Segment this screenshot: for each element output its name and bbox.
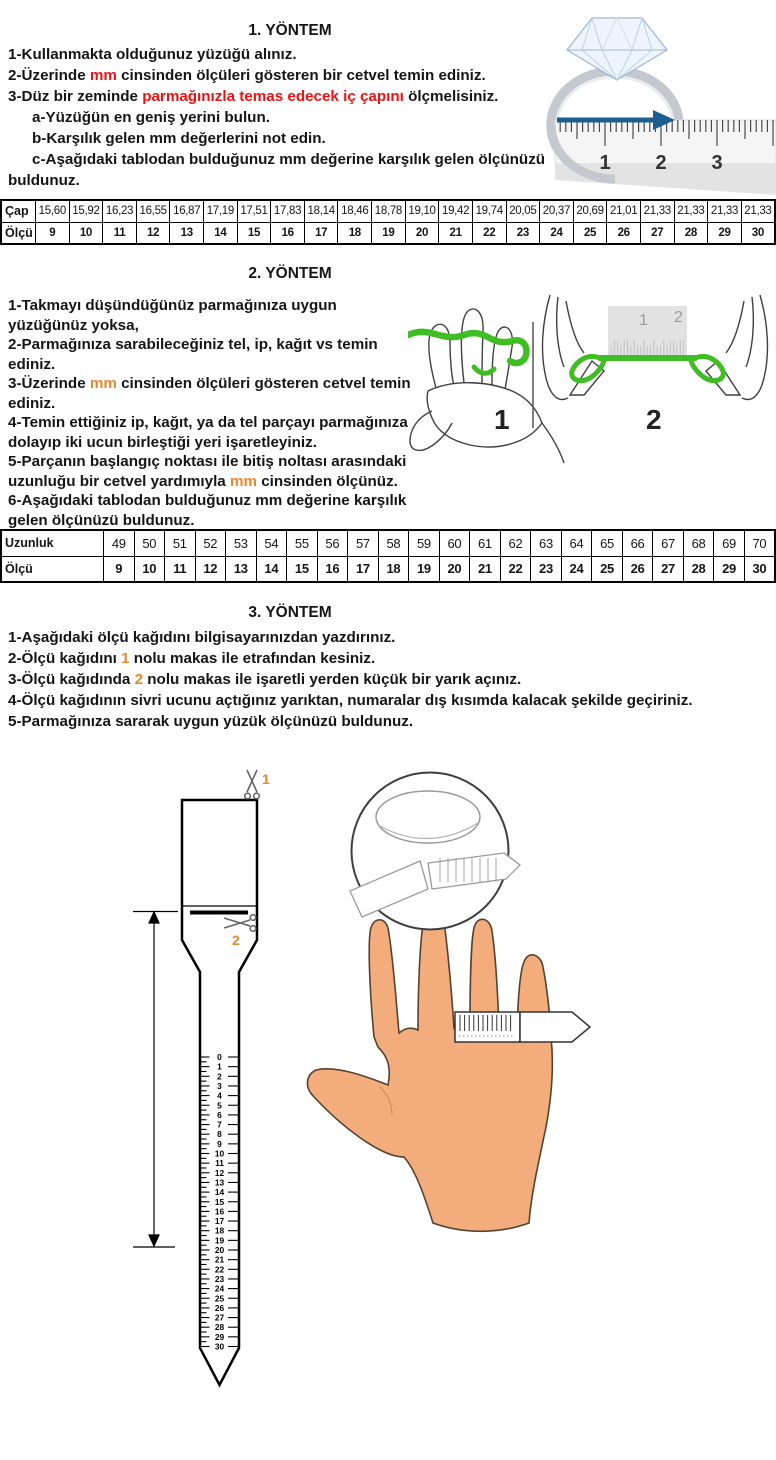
highlighted-text: 1 — [121, 650, 130, 667]
table-cell: 20,37 — [540, 200, 574, 222]
hand-sizer-figure — [300, 765, 620, 1265]
table-cell: 51 — [165, 530, 196, 556]
table-cell: 50 — [134, 530, 165, 556]
mini-ruler-number-1: 1 — [639, 312, 648, 329]
table-cell: 20 — [439, 556, 470, 582]
scale-number: 21 — [214, 1254, 225, 1265]
table-cell: 49 — [104, 530, 135, 556]
table-cell: 18,14 — [304, 200, 338, 222]
scale-number: 14 — [214, 1187, 225, 1198]
text-run: 5-Parçanın başlangıç noktası ile bitiş noltası arasındaki — [8, 453, 407, 470]
table-cell: 29 — [714, 556, 745, 582]
text-run: 4-Temin ettiğiniz ip, kağıt, ya da tel parçayı parmağınıza — [8, 414, 408, 431]
text-run: 4-Ölçü kağıdının sivri ucunu açtığınız yarıktan, numaralar dış kısımda kalacak şekilde geçiriniz. — [8, 692, 693, 709]
instruction-line — [8, 335, 411, 355]
highlighted-text: 2 — [134, 671, 144, 688]
scale-number: 15 — [214, 1196, 225, 1207]
text-run: 2-Parmağınıza sarabileceğiniz tel, ip, kağıt vs temin — [8, 336, 378, 353]
instruction-line — [8, 413, 411, 433]
text-run: 5-Parmağınıza sararak uygun yüzük ölçünüzü buldunuz. — [8, 713, 414, 730]
table-cell: 13 — [170, 222, 204, 244]
text-run: uzunluğu bir cetvel yardımıyla — [8, 472, 230, 490]
table-cell: 26 — [622, 556, 653, 582]
table-cell: 23 — [531, 556, 562, 582]
table-cell: 59 — [409, 530, 440, 556]
table-row — [1, 222, 775, 244]
scale-number: 19 — [214, 1235, 225, 1246]
text-run: cinsinden ölçünüz. — [256, 472, 398, 490]
text-run: dolayıp iki ucun birleştiği yeri işaretleyiniz. — [8, 433, 317, 451]
row-header: Ölçü — [1, 556, 104, 582]
table-cell: 10 — [69, 222, 103, 244]
table-cell: 10 — [134, 556, 165, 582]
text-run: 2-Üzerinde — [8, 67, 90, 84]
table-cell: 19,74 — [472, 200, 506, 222]
scale-number: 7 — [217, 1119, 222, 1130]
scale-number: 8 — [217, 1129, 222, 1140]
scale-number: 1 — [217, 1061, 222, 1072]
scale-number: 20 — [214, 1245, 225, 1255]
table-cell: 17 — [304, 222, 338, 244]
scissors-icon — [245, 770, 260, 799]
section2-instructions — [8, 296, 411, 530]
table-cell: 21,33 — [708, 200, 742, 222]
scale-number: 16 — [214, 1206, 225, 1217]
table-cell: 30 — [741, 222, 775, 244]
table-cell: 27 — [653, 556, 684, 582]
scale-number: 5 — [217, 1100, 222, 1111]
table-cell: 16,23 — [103, 200, 137, 222]
table-cell: 19 — [372, 222, 406, 244]
table-cell: 19 — [409, 556, 440, 582]
worn-sizer-strip — [455, 1012, 590, 1042]
instruction-line — [8, 296, 411, 316]
section3-heading: 3. YÖNTEM — [248, 604, 332, 621]
table-cell: 67 — [653, 530, 684, 556]
row-header: Ölçü — [1, 222, 36, 244]
scale-number: 0 — [217, 1052, 222, 1062]
text-run: 1-Aşağıdaki ölçü kağıdını bilgisayarınızdan yazdırınız. — [8, 629, 396, 646]
table-cell: 18,46 — [338, 200, 372, 222]
instruction-line — [8, 491, 411, 511]
table-cell: 25 — [573, 222, 607, 244]
table-cell: 13 — [226, 556, 257, 582]
text-run: ölçmelisiniz. — [403, 88, 499, 105]
cut2-label: 2 — [232, 932, 240, 948]
table-cell: 29 — [708, 222, 742, 244]
cut1-label: 1 — [262, 771, 270, 787]
instruction-line — [8, 711, 693, 732]
text-run: buldunuz. — [8, 172, 80, 189]
text-run: ediniz. — [8, 355, 56, 373]
scale-number: 25 — [214, 1293, 225, 1304]
scale-number: 2 — [655, 152, 667, 174]
mini-ruler-number-2: 2 — [674, 309, 683, 326]
table-cell: 53 — [226, 530, 257, 556]
table-row — [1, 556, 775, 582]
ruler — [555, 120, 776, 195]
figure2-label: 2 — [646, 404, 662, 435]
table-cell: 12 — [195, 556, 226, 582]
table-cell: 16 — [271, 222, 305, 244]
table-cell: 16,55 — [136, 200, 170, 222]
scale-number: 1 — [599, 152, 611, 174]
instruction-line — [8, 374, 411, 394]
instruction-line — [8, 149, 545, 170]
table-cell: 18,78 — [372, 200, 406, 222]
text-run: 1-Takmayı düşündüğünüz parmağınıza uygun — [8, 297, 337, 314]
table-cell: 28 — [683, 556, 714, 582]
table-cell: 30 — [744, 556, 775, 582]
table-cell: 21 — [439, 222, 473, 244]
table-cell: 17,83 — [271, 200, 305, 222]
highlighted-text: mm — [89, 375, 117, 392]
table-cell: 17 — [348, 556, 379, 582]
scale-number: 3 — [217, 1080, 222, 1091]
text-run: 3-Ölçü kağıdında — [8, 671, 135, 688]
scale-number: 22 — [214, 1264, 225, 1275]
table-cell: 9 — [36, 222, 70, 244]
text-run: cinsinden ölçüleri gösteren cetvel temin — [116, 375, 411, 392]
highlighted-text: mm — [229, 472, 257, 490]
text-run: yüzüğünüz yoksa, — [8, 316, 139, 334]
table-cell: 15,60 — [36, 200, 70, 222]
table-cell: 57 — [348, 530, 379, 556]
table-cell: 21,01 — [607, 200, 641, 222]
text-run: b-Karşılık gelen mm değerlerini not edin. — [32, 130, 326, 147]
table-cell: 21,33 — [741, 200, 775, 222]
scale-number: 9 — [217, 1138, 222, 1149]
table-cell: 54 — [256, 530, 287, 556]
row-header: Çap — [1, 200, 36, 222]
table-cell: 22 — [500, 556, 531, 582]
scale-number: 3 — [711, 152, 723, 174]
table-cell: 16 — [317, 556, 348, 582]
instruction-line — [8, 452, 411, 472]
section3-instructions — [8, 627, 693, 732]
table-cell: 17,19 — [204, 200, 238, 222]
table-row — [1, 530, 775, 556]
instruction-line — [8, 316, 411, 336]
table-cell: 20,05 — [506, 200, 540, 222]
scale-number: 17 — [214, 1216, 225, 1227]
text-run: c-Aşağıdaki tablodan bulduğunuz mm değerine karşılık gelen ölçünüzü — [32, 151, 546, 168]
section1-heading: 1. YÖNTEM — [248, 22, 332, 39]
row-header: Uzunluk — [1, 530, 104, 556]
instruction-line — [8, 648, 693, 669]
scale-number: 12 — [214, 1167, 225, 1178]
instruction-line — [8, 690, 693, 711]
table-cell: 9 — [104, 556, 135, 582]
text-run: 2-Ölçü kağıdını — [8, 650, 122, 667]
table-cell: 66 — [622, 530, 653, 556]
table-cell: 52 — [195, 530, 226, 556]
instruction-line — [8, 627, 693, 648]
table-cell: 25 — [592, 556, 623, 582]
table-cell: 15,92 — [69, 200, 103, 222]
scale-number: 29 — [214, 1331, 225, 1342]
section1-instructions — [8, 44, 545, 191]
table-cell: 12 — [136, 222, 170, 244]
table-cell: 24 — [540, 222, 574, 244]
table-cell: 15 — [287, 556, 318, 582]
table-row — [1, 200, 775, 222]
instruction-line — [8, 128, 545, 149]
table-cell: 27 — [640, 222, 674, 244]
table-cell: 19,10 — [405, 200, 439, 222]
text-run: 3-Üzerinde — [8, 375, 90, 392]
instruction-line — [8, 65, 545, 86]
table-cell: 61 — [470, 530, 501, 556]
table-cell: 18 — [338, 222, 372, 244]
text-run: ediniz. — [8, 394, 56, 412]
table-cell: 60 — [439, 530, 470, 556]
table-cell: 16,87 — [170, 200, 204, 222]
table-cell: 63 — [531, 530, 562, 556]
table-cell: 23 — [506, 222, 540, 244]
highlighted-text: parmağınızla temas edecek iç çapını — [142, 88, 404, 105]
text-run: 6-Aşağıdaki tablodan bulduğunuz mm değerine karşılık — [8, 492, 407, 509]
scale-number: 6 — [217, 1109, 222, 1120]
instruction-line — [8, 394, 411, 414]
table-cell: 26 — [607, 222, 641, 244]
string-measure-figure — [408, 283, 776, 468]
text-run: nolu makas ile işaretli yerden küçük bir yarık açınız. — [143, 671, 522, 688]
instruction-line — [8, 472, 411, 492]
table-cell: 70 — [744, 530, 775, 556]
table-cell: 17,51 — [237, 200, 271, 222]
highlighted-text: mm — [89, 67, 117, 84]
text-run: nolu makas ile etrafından kesiniz. — [129, 650, 376, 667]
instruction-line — [8, 44, 545, 65]
table-cell: 58 — [378, 530, 409, 556]
scale-number: 4 — [217, 1090, 222, 1101]
table-cell: 11 — [103, 222, 137, 244]
diamond-icon — [567, 18, 667, 80]
table-cell: 11 — [165, 556, 196, 582]
scale-number: 2 — [217, 1071, 222, 1082]
table-cell: 28 — [674, 222, 708, 244]
table-cell: 15 — [237, 222, 271, 244]
instruction-line — [8, 170, 545, 191]
table-cell: 62 — [500, 530, 531, 556]
scale-number: 10 — [214, 1148, 225, 1159]
scale-number: 23 — [214, 1273, 225, 1284]
table-cell: 20 — [405, 222, 439, 244]
table-cell: 68 — [683, 530, 714, 556]
scale-number: 26 — [214, 1302, 225, 1313]
scale-number: 27 — [214, 1312, 225, 1323]
section2-heading: 2. YÖNTEM — [248, 265, 332, 282]
hand-drawing — [307, 911, 552, 1231]
text-run: gelen ölçünüzü buldunuz. — [8, 511, 195, 529]
table-cell: 14 — [204, 222, 238, 244]
instruction-line — [8, 433, 411, 453]
scale-number: 11 — [215, 1158, 224, 1169]
scale-number: 30 — [214, 1341, 225, 1352]
table-cell: 20,69 — [573, 200, 607, 222]
table-cell: 22 — [472, 222, 506, 244]
length-dimension-arrow — [133, 912, 178, 1248]
instruction-line — [8, 86, 545, 107]
text-run: a-Yüzüğün en geniş yerini bulun. — [32, 109, 270, 126]
table-cell: 18 — [378, 556, 409, 582]
instruction-line — [8, 355, 411, 375]
text-run: 1-Kullanmakta olduğunuz yüzüğü alınız. — [8, 46, 297, 63]
table-cell: 14 — [256, 556, 287, 582]
instruction-line — [8, 107, 545, 128]
ring-measure-figure — [545, 12, 776, 197]
table-cell: 65 — [592, 530, 623, 556]
table-cell: 21,33 — [674, 200, 708, 222]
scale-number: 28 — [214, 1322, 225, 1333]
table-cell: 21 — [470, 556, 501, 582]
scale-number: 13 — [214, 1177, 225, 1188]
length-size-table — [0, 529, 776, 583]
scale-number: 24 — [214, 1283, 225, 1294]
text-run: 3-Düz bir zeminde — [8, 88, 143, 105]
table-cell: 19,42 — [439, 200, 473, 222]
table-cell: 21,33 — [640, 200, 674, 222]
paper-sizer-figure — [120, 760, 300, 1400]
text-run: cinsinden ölçüleri gösteren bir cetvel temin ediniz. — [116, 67, 486, 84]
scale-number: 18 — [214, 1225, 225, 1236]
table-cell: 55 — [287, 530, 318, 556]
diameter-size-table — [0, 199, 776, 245]
table-cell: 24 — [561, 556, 592, 582]
instruction-line — [8, 511, 411, 531]
table-cell: 56 — [317, 530, 348, 556]
figure1-label: 1 — [494, 404, 510, 435]
instruction-line — [8, 669, 693, 690]
table-cell: 64 — [561, 530, 592, 556]
table-cell: 69 — [714, 530, 745, 556]
